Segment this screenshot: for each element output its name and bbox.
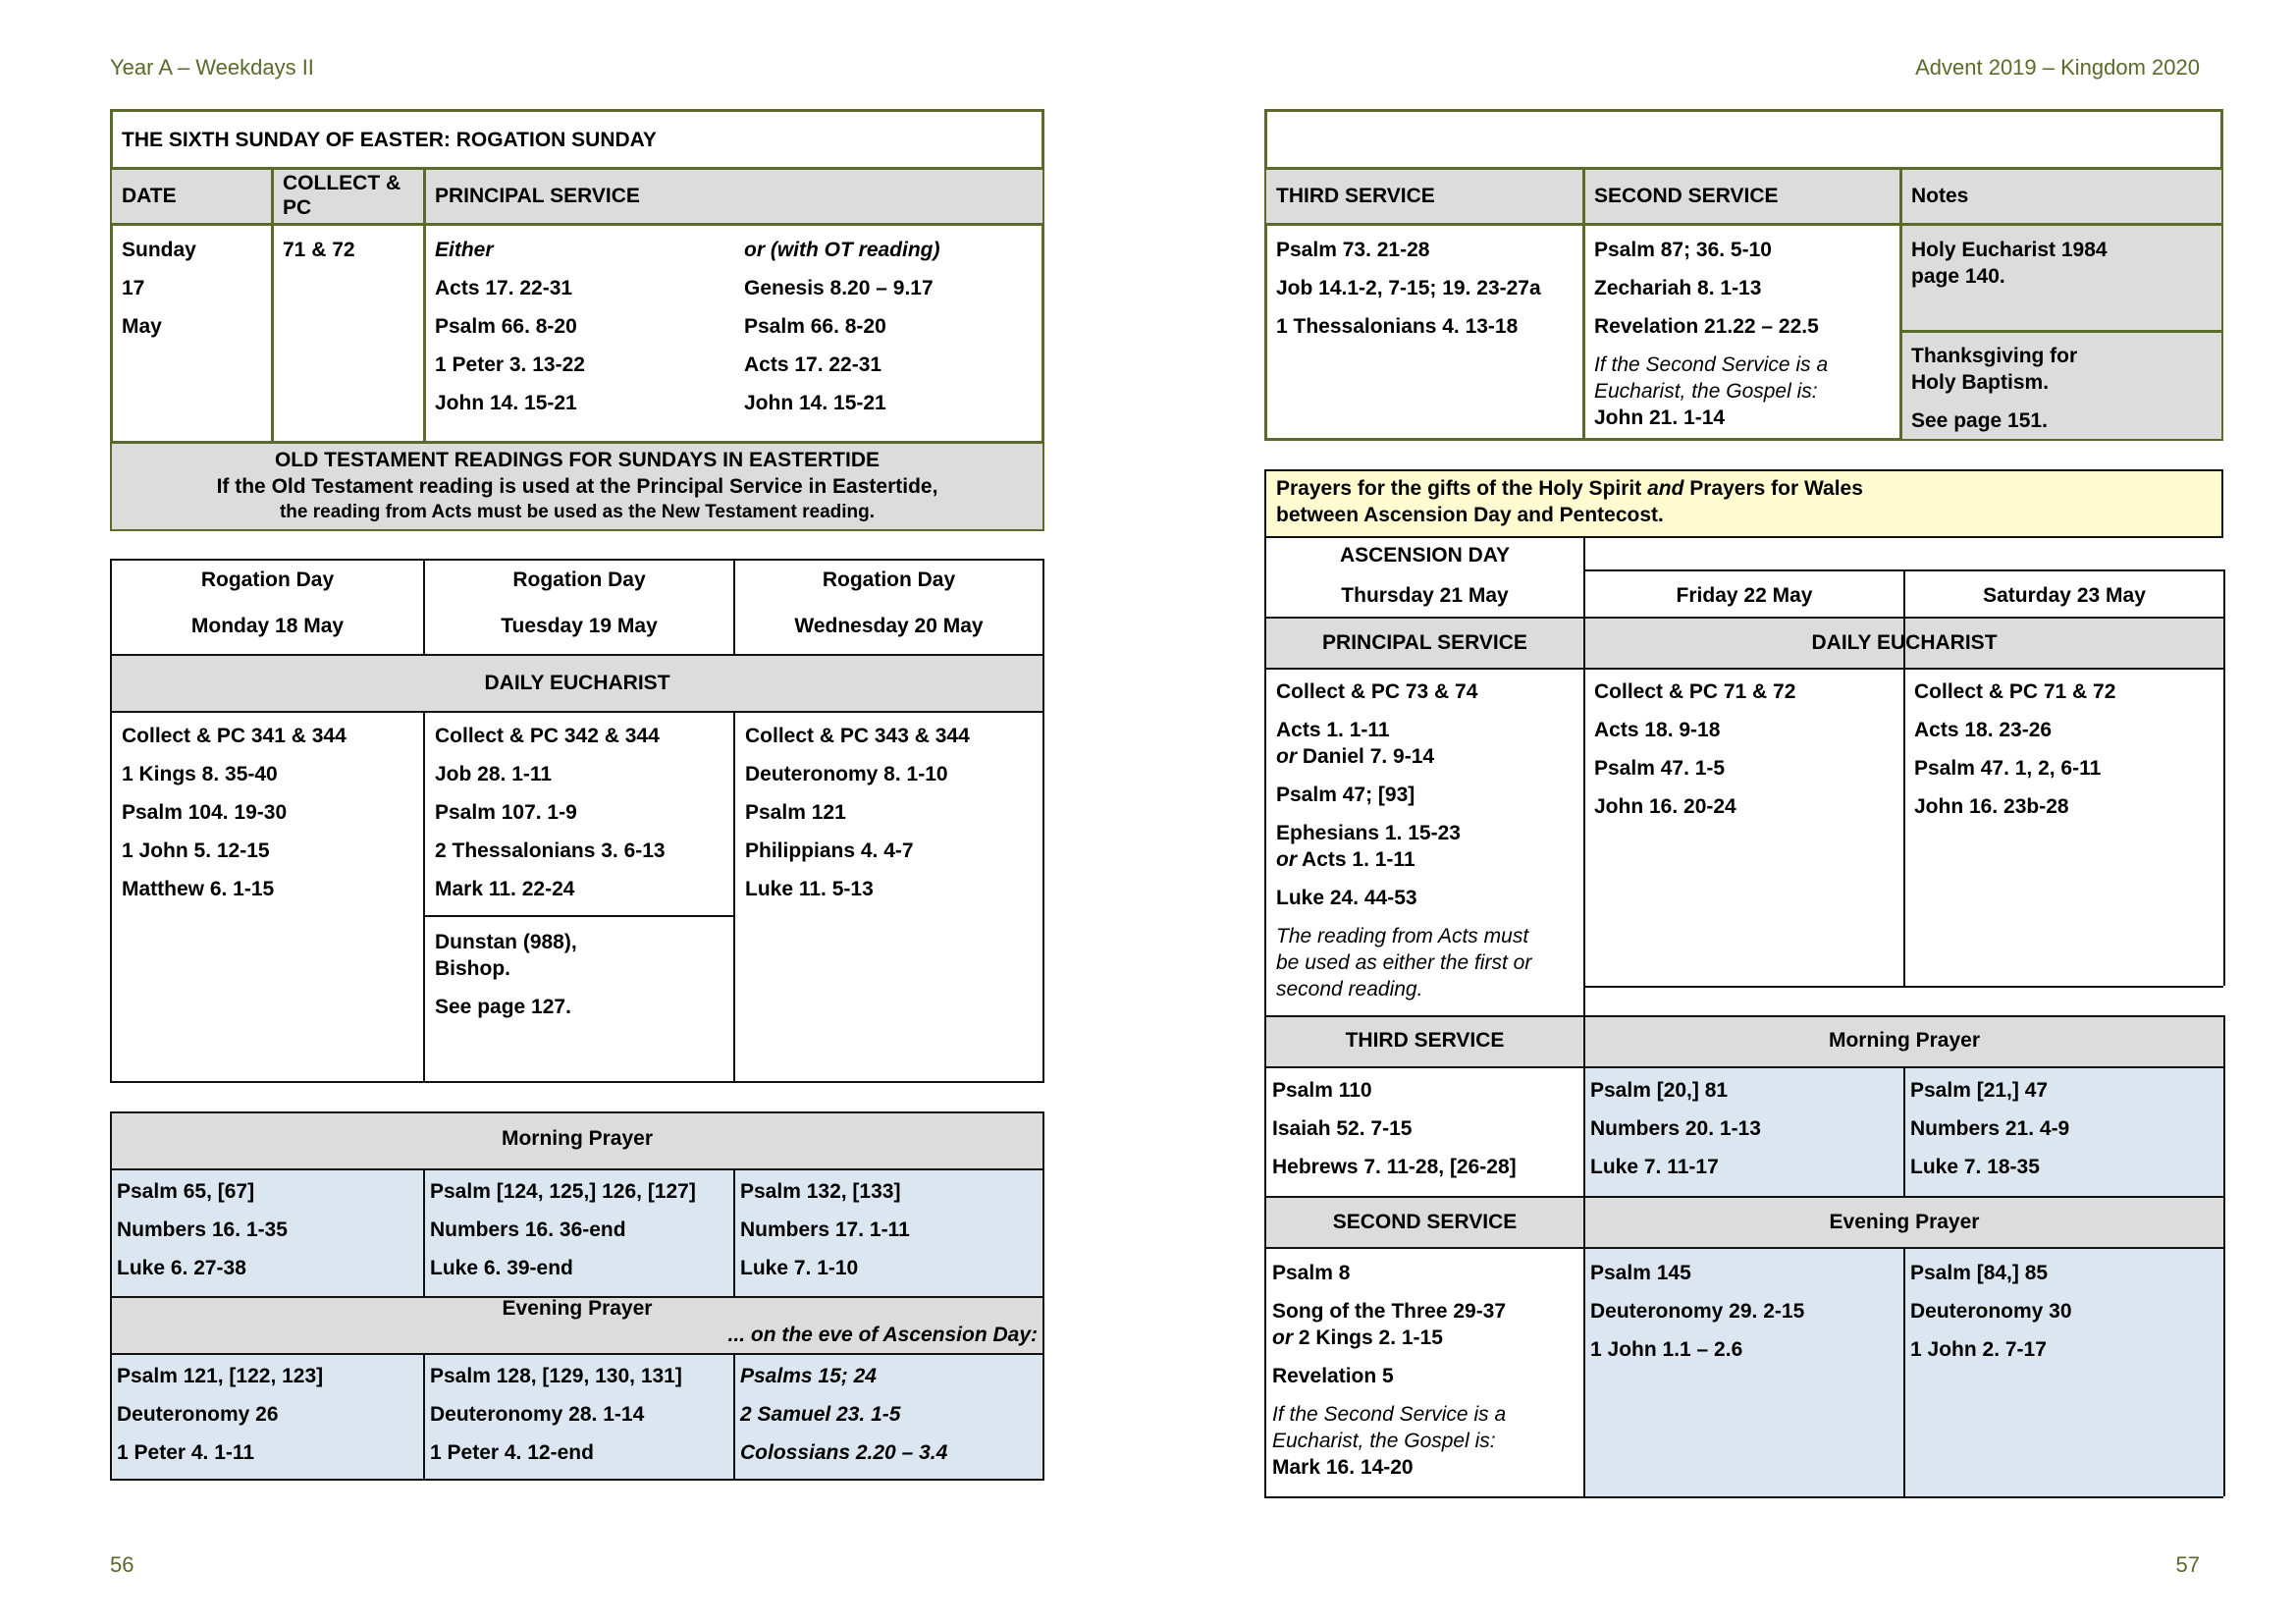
morning-prayer-title: Morning Prayer [501, 1127, 654, 1150]
reading: Collect & PC 73 & 74 [1276, 680, 1478, 703]
gospel-note: Eucharist, the Gospel is: [1594, 380, 1818, 403]
col-notes: Notes [1911, 185, 1969, 207]
reading: Numbers 20. 1-13 [1590, 1117, 1761, 1140]
either-label: Either [435, 239, 494, 261]
third-service-label: THIRD SERVICE [1345, 1029, 1505, 1052]
col-principal: PRINCIPAL SERVICE [435, 185, 640, 207]
gospel-note: If the Second Service is a [1272, 1403, 1507, 1426]
reading: Psalm 73. 21-28 [1276, 239, 1430, 261]
acts-note: The reading from Acts must [1276, 925, 1529, 947]
reading: 1 John 5. 12-15 [122, 839, 270, 862]
reading: 1 Peter 4. 12-end [430, 1441, 594, 1464]
running-header-right: Advent 2019 – Kingdom 2020 [1915, 55, 2200, 80]
note-text: Holy Eucharist 1984 [1911, 239, 2108, 261]
reading: Collect & PC 71 & 72 [1914, 680, 2116, 703]
or-label: or (with OT reading) [744, 239, 940, 261]
reading: Deuteronomy 8. 1-10 [745, 763, 948, 785]
reading: Psalm 145 [1590, 1262, 1691, 1284]
reading: Psalm 107. 1-9 [435, 801, 577, 824]
reading: Mark 11. 22-24 [435, 878, 575, 900]
reading: Psalm 104. 19-30 [122, 801, 288, 824]
reading: Psalm 132, [133] [740, 1180, 901, 1203]
prayers-line: Prayers for the gifts of the Holy Spirit and Prayers for Wales [1276, 477, 1863, 500]
reading: Psalm 128, [129, 130, 131] [430, 1365, 682, 1387]
reading: John 14. 15-21 [435, 392, 577, 414]
page-number-right: 57 [2175, 1552, 2200, 1577]
ot-note-line: the reading from Acts must be used as the New Testament reading. [279, 502, 876, 522]
reading: Psalm 110 [1272, 1079, 1372, 1102]
second-service-label: SECOND SERVICE [1332, 1211, 1518, 1233]
reading: Mark 16. 14-20 [1272, 1456, 1414, 1479]
note-text: See page 151. [1911, 409, 2048, 432]
rogation-date: Tuesday 19 May [501, 615, 658, 637]
col-third-service: THIRD SERVICE [1276, 185, 1435, 207]
daily-eucharist-label: DAILY EUCHARIST [1811, 631, 1998, 654]
sunday-collect: 71 & 72 [283, 239, 355, 261]
reading: Numbers 21. 4-9 [1910, 1117, 2070, 1140]
commemoration: Dunstan (988), [435, 931, 577, 953]
reading: Psalm [21,] 47 [1910, 1079, 2049, 1102]
reading: Psalm [124, 125,] 126, [127] [430, 1180, 696, 1203]
rogation-date: Wednesday 20 May [794, 615, 984, 637]
reading: Collect & PC 343 & 344 [745, 725, 970, 747]
reading: John 16. 23b-28 [1914, 795, 2069, 818]
reading: or Daniel 7. 9-14 [1276, 745, 1435, 768]
reading: Philippians 4. 4-7 [745, 839, 914, 862]
gospel-note: Eucharist, the Gospel is: [1272, 1430, 1496, 1452]
eve-note: ... on the eve of Ascension Day: [727, 1324, 1038, 1346]
reading: Luke 7. 1-10 [740, 1257, 859, 1279]
reading: Collect & PC 71 & 72 [1594, 680, 1796, 703]
reading: Luke 6. 27-38 [117, 1257, 246, 1279]
reading: John 16. 20-24 [1594, 795, 1736, 818]
running-header-left: Year A – Weekdays II [110, 55, 314, 80]
reading: Luke 11. 5-13 [745, 878, 874, 900]
reading: Numbers 16. 1-35 [117, 1218, 288, 1241]
reading: Acts 1. 1-11 [1276, 719, 1390, 741]
reading: Psalm [84,] 85 [1910, 1262, 2049, 1284]
reading: Deuteronomy 30 [1910, 1300, 2072, 1323]
reading: Luke 7. 11-17 [1590, 1156, 1719, 1178]
reading: 1 Peter 4. 1-11 [117, 1441, 255, 1464]
reading: John 21. 1-14 [1594, 406, 1726, 429]
reading: Deuteronomy 28. 1-14 [430, 1403, 645, 1426]
rogation-title: Rogation Day [512, 568, 646, 591]
reading: Revelation 5 [1272, 1365, 1394, 1387]
reading: Revelation 21.22 – 22.5 [1594, 315, 1819, 338]
reading: Job 28. 1-11 [435, 763, 553, 785]
date-line: Sunday [122, 239, 196, 261]
acts-note: be used as either the first or [1276, 951, 1532, 974]
reading: Deuteronomy 26 [117, 1403, 279, 1426]
reading: 1 John 1.1 – 2.6 [1590, 1338, 1743, 1361]
reading: Numbers 17. 1-11 [740, 1218, 910, 1241]
reading: Collect & PC 342 & 344 [435, 725, 660, 747]
page-number-left: 56 [110, 1552, 134, 1577]
reading: Psalms 15; 24 [740, 1365, 877, 1387]
reading: Colossians 2.20 – 3.4 [740, 1441, 948, 1464]
principal-service-label: PRINCIPAL SERVICE [1322, 631, 1527, 654]
reading: Zechariah 8. 1-13 [1594, 277, 1762, 299]
reading: 1 Thessalonians 4. 13-18 [1276, 315, 1519, 338]
reading: Psalm 121 [745, 801, 846, 824]
reading: Isaiah 52. 7-15 [1272, 1117, 1413, 1140]
daily-eucharist-label: DAILY EUCHARIST [484, 672, 670, 694]
reading: Psalm 66. 8-20 [435, 315, 577, 338]
reading: Psalm 47. 1-5 [1594, 757, 1726, 780]
reading: or 2 Kings 2. 1-15 [1272, 1326, 1443, 1349]
reading: Song of the Three 29-37 [1272, 1300, 1507, 1323]
reading: Acts 18. 23-26 [1914, 719, 2053, 741]
date-line: 17 [122, 277, 145, 299]
reading: Psalm 121, [122, 123] [117, 1365, 324, 1387]
col-collect: COLLECT & PC [283, 172, 401, 219]
ot-note-line: If the Old Testament reading is used at the Principal Service in Eastertide, [216, 475, 938, 498]
note-text: page 140. [1911, 265, 2005, 288]
ascension-date: Thursday 21 May [1341, 584, 1509, 607]
evening-prayer-title: Evening Prayer [1829, 1211, 1980, 1233]
reading: Psalm 47. 1, 2, 6-11 [1914, 757, 2102, 780]
reading: Collect & PC 341 & 344 [122, 725, 347, 747]
reading: Psalm 66. 8-20 [744, 315, 886, 338]
reading: Hebrews 7. 11-28, [26-28] [1272, 1156, 1517, 1178]
note-text: Thanksgiving for [1911, 345, 2078, 367]
note-text: Holy Baptism. [1911, 371, 2050, 394]
reading: Acts 17. 22-31 [744, 353, 882, 376]
reading: Luke 24. 44-53 [1276, 887, 1417, 909]
saturday-date: Saturday 23 May [1983, 584, 2146, 607]
commemoration: Bishop. [435, 957, 510, 980]
commemoration-page: See page 127. [435, 996, 571, 1018]
reading: Genesis 8.20 – 9.17 [744, 277, 934, 299]
reading: Psalm 65, [67] [117, 1180, 255, 1203]
reading: 1 Peter 3. 13-22 [435, 353, 585, 376]
reading: Psalm [20,] 81 [1590, 1079, 1729, 1102]
morning-prayer-title: Morning Prayer [1828, 1029, 1981, 1052]
acts-note: second reading. [1276, 978, 1423, 1001]
ot-note-title: OLD TESTAMENT READINGS FOR SUNDAYS IN EASTERTIDE [274, 449, 881, 471]
reading: Psalm 87; 36. 5-10 [1594, 239, 1772, 261]
gospel-note: If the Second Service is a [1594, 353, 1829, 376]
reading: Deuteronomy 29. 2-15 [1590, 1300, 1805, 1323]
col-date: DATE [122, 185, 177, 207]
rogation-date: Monday 18 May [190, 615, 345, 637]
reading: John 14. 15-21 [744, 392, 886, 414]
rogation-title: Rogation Day [200, 568, 335, 591]
reading: Psalm 8 [1272, 1262, 1351, 1284]
reading: Acts 17. 22-31 [435, 277, 573, 299]
col-second-service: SECOND SERVICE [1594, 185, 1779, 207]
reading: Ephesians 1. 15-23 [1276, 822, 1461, 844]
evening-prayer-title: Evening Prayer [502, 1297, 653, 1320]
reading: Psalm 47; [93] [1276, 784, 1415, 806]
reading: Luke 6. 39-end [430, 1257, 573, 1279]
prayers-line: between Ascension Day and Pentecost. [1276, 504, 1664, 526]
reading: 1 Kings 8. 35-40 [122, 763, 278, 785]
ascension-title: ASCENSION DAY [1339, 544, 1511, 567]
date-line: May [122, 315, 162, 338]
reading: Numbers 16. 36-end [430, 1218, 626, 1241]
reading: 1 John 2. 7-17 [1910, 1338, 2047, 1361]
friday-date: Friday 22 May [1676, 584, 1813, 607]
sunday-title: THE SIXTH SUNDAY OF EASTER: ROGATION SUNDAY [122, 129, 657, 151]
reading: Job 14.1-2, 7-15; 19. 23-27a [1276, 277, 1541, 299]
reading: Acts 18. 9-18 [1594, 719, 1721, 741]
reading: 2 Thessalonians 3. 6-13 [435, 839, 666, 862]
rogation-title: Rogation Day [822, 568, 956, 591]
reading: Luke 7. 18-35 [1910, 1156, 2040, 1178]
reading: Matthew 6. 1-15 [122, 878, 275, 900]
reading: 2 Samuel 23. 1-5 [740, 1403, 901, 1426]
reading: or Acts 1. 1-11 [1276, 848, 1415, 871]
